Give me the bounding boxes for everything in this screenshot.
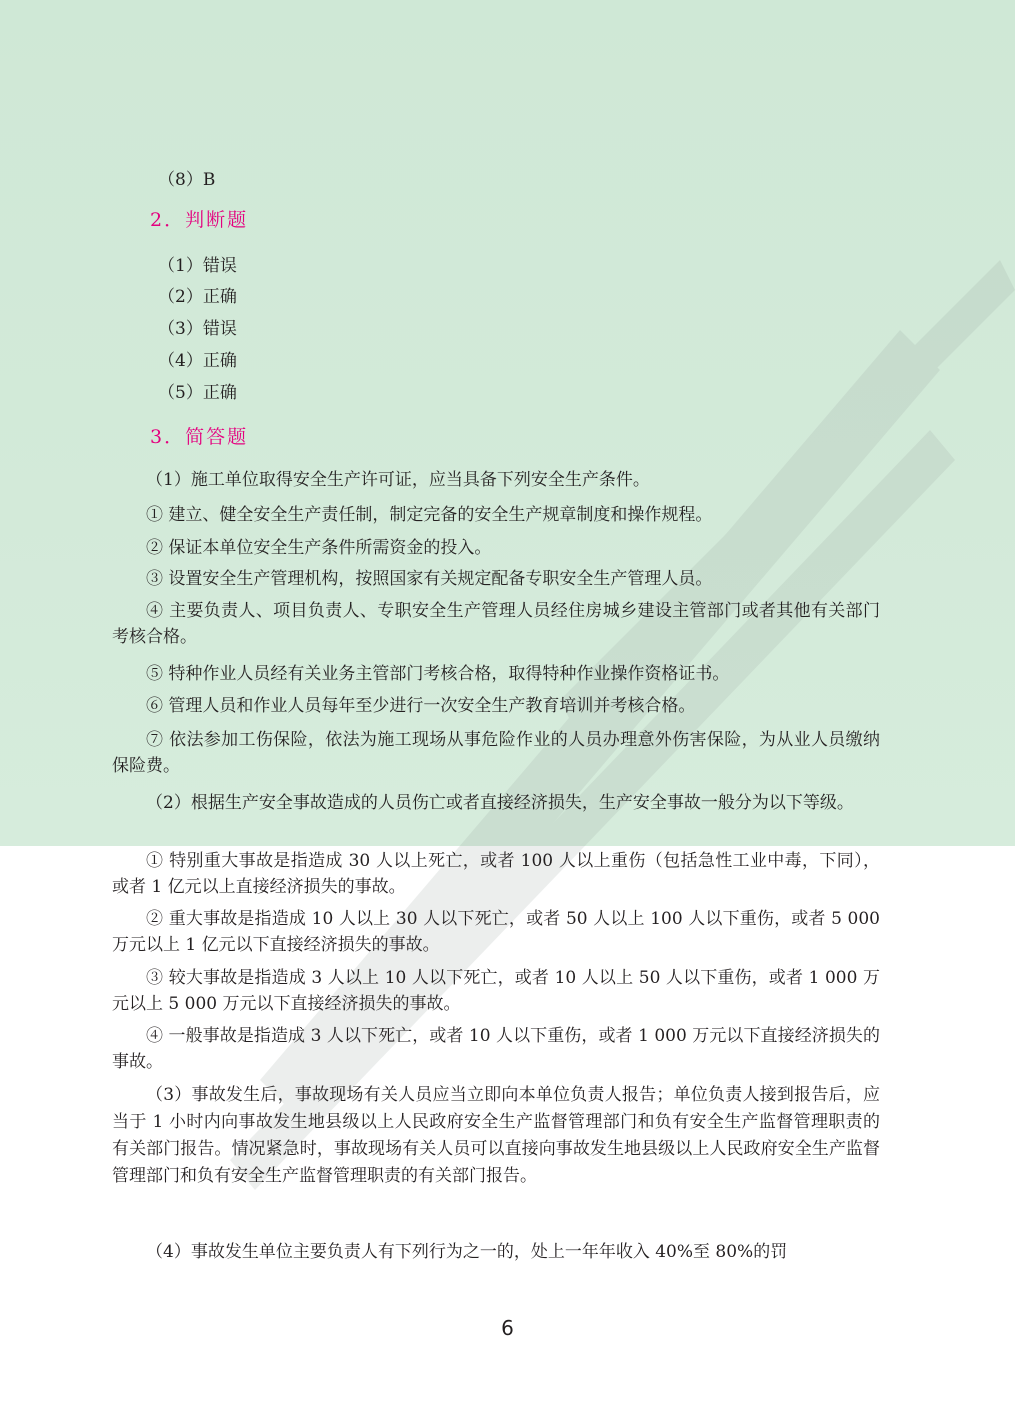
q3-paragraph: （3）事故发生后，事故现场有关人员应当立即向本单位负责人报告；单位负责人接到报告后，应当于 1 小时内向事故发生地县级以上人民政府安全生产监督管理部门和负有安全生产监督管理职责的有关部门报告。情况紧急时，事故现场有关人员可以直接向事故发生地县级以上人民政府安全生产监督管理部门和负有安全生产监督管理职责的有关部门报告。 xyxy=(112,1085,880,1186)
judgement-answer-4: （4）正确 xyxy=(158,351,237,371)
q2-intro: （2）根据生产安全事故造成的人员伤亡或者直接经济损失，生产安全事故一般分为以下等级。 xyxy=(146,793,854,813)
q2-item-1: ① 特别重大事故是指造成 30 人以上死亡，或者 100 人以上重伤（包括急性工业中毒，下同），或者 1 亿元以上直接经济损失的事故。 xyxy=(112,851,880,897)
q1-item-5: ⑤ 特种作业人员经有关业务主管部门考核合格，取得特种作业操作资格证书。 xyxy=(146,664,730,684)
q1-item-6: ⑥ 管理人员和作业人员每年至少进行一次安全生产教育培训并考核合格。 xyxy=(146,696,696,716)
judgement-heading: 2．判断题 xyxy=(150,209,249,231)
short-answer-heading: 3．简答题 xyxy=(150,426,249,448)
q2-item-3: ③ 较大事故是指造成 3 人以上 10 人以下死亡，或者 10 人以上 50 人以下重伤，或者 1 000 万元以上 5 000 万元以下直接经济损失的事故。 xyxy=(112,968,880,1014)
judgement-answer-3: （3）错误 xyxy=(158,319,237,339)
q4-paragraph: （4）事故发生单位主要负责人有下列行为之一的，处上一年年收入 40%至 80%的罚 xyxy=(146,1242,788,1262)
q1-item-4: ④ 主要负责人、项目负责人、专职安全生产管理人员经住房城乡建设主管部门或者其他有关部门考核合格。 xyxy=(112,601,880,647)
q2-item-4: ④ 一般事故是指造成 3 人以下死亡，或者 10 人以下重伤，或者 1 000 万元以下直接经济损失的事故。 xyxy=(112,1026,880,1072)
q1-item-7: ⑦ 依法参加工伤保险，依法为施工现场从事危险作业的人员办理意外伤害保险，为从业人员缴纳保险费。 xyxy=(112,730,880,776)
q1-intro: （1）施工单位取得安全生产许可证，应当具备下列安全生产条件。 xyxy=(146,470,650,490)
q1-item-2: ② 保证本单位安全生产条件所需资金的投入。 xyxy=(146,538,492,558)
q1-item-1: ① 建立、健全安全生产责任制，制定完备的安全生产规章制度和操作规程。 xyxy=(146,505,713,525)
judgement-answer-5: （5）正确 xyxy=(158,383,237,403)
judgement-answer-1: （1）错误 xyxy=(158,256,237,276)
judgement-answer-2: （2）正确 xyxy=(158,287,237,307)
choice-answer-8: （8）B xyxy=(158,170,216,190)
q1-item-3: ③ 设置安全生产管理机构，按照国家有关规定配备专职安全生产管理人员。 xyxy=(146,569,713,589)
page-number: 6 xyxy=(501,1316,514,1340)
q2-item-2: ② 重大事故是指造成 10 人以上 30 人以下死亡，或者 50 人以上 100 人以下重伤，或者 5 000 万元以上 1 亿元以下直接经济损失的事故。 xyxy=(112,909,880,955)
